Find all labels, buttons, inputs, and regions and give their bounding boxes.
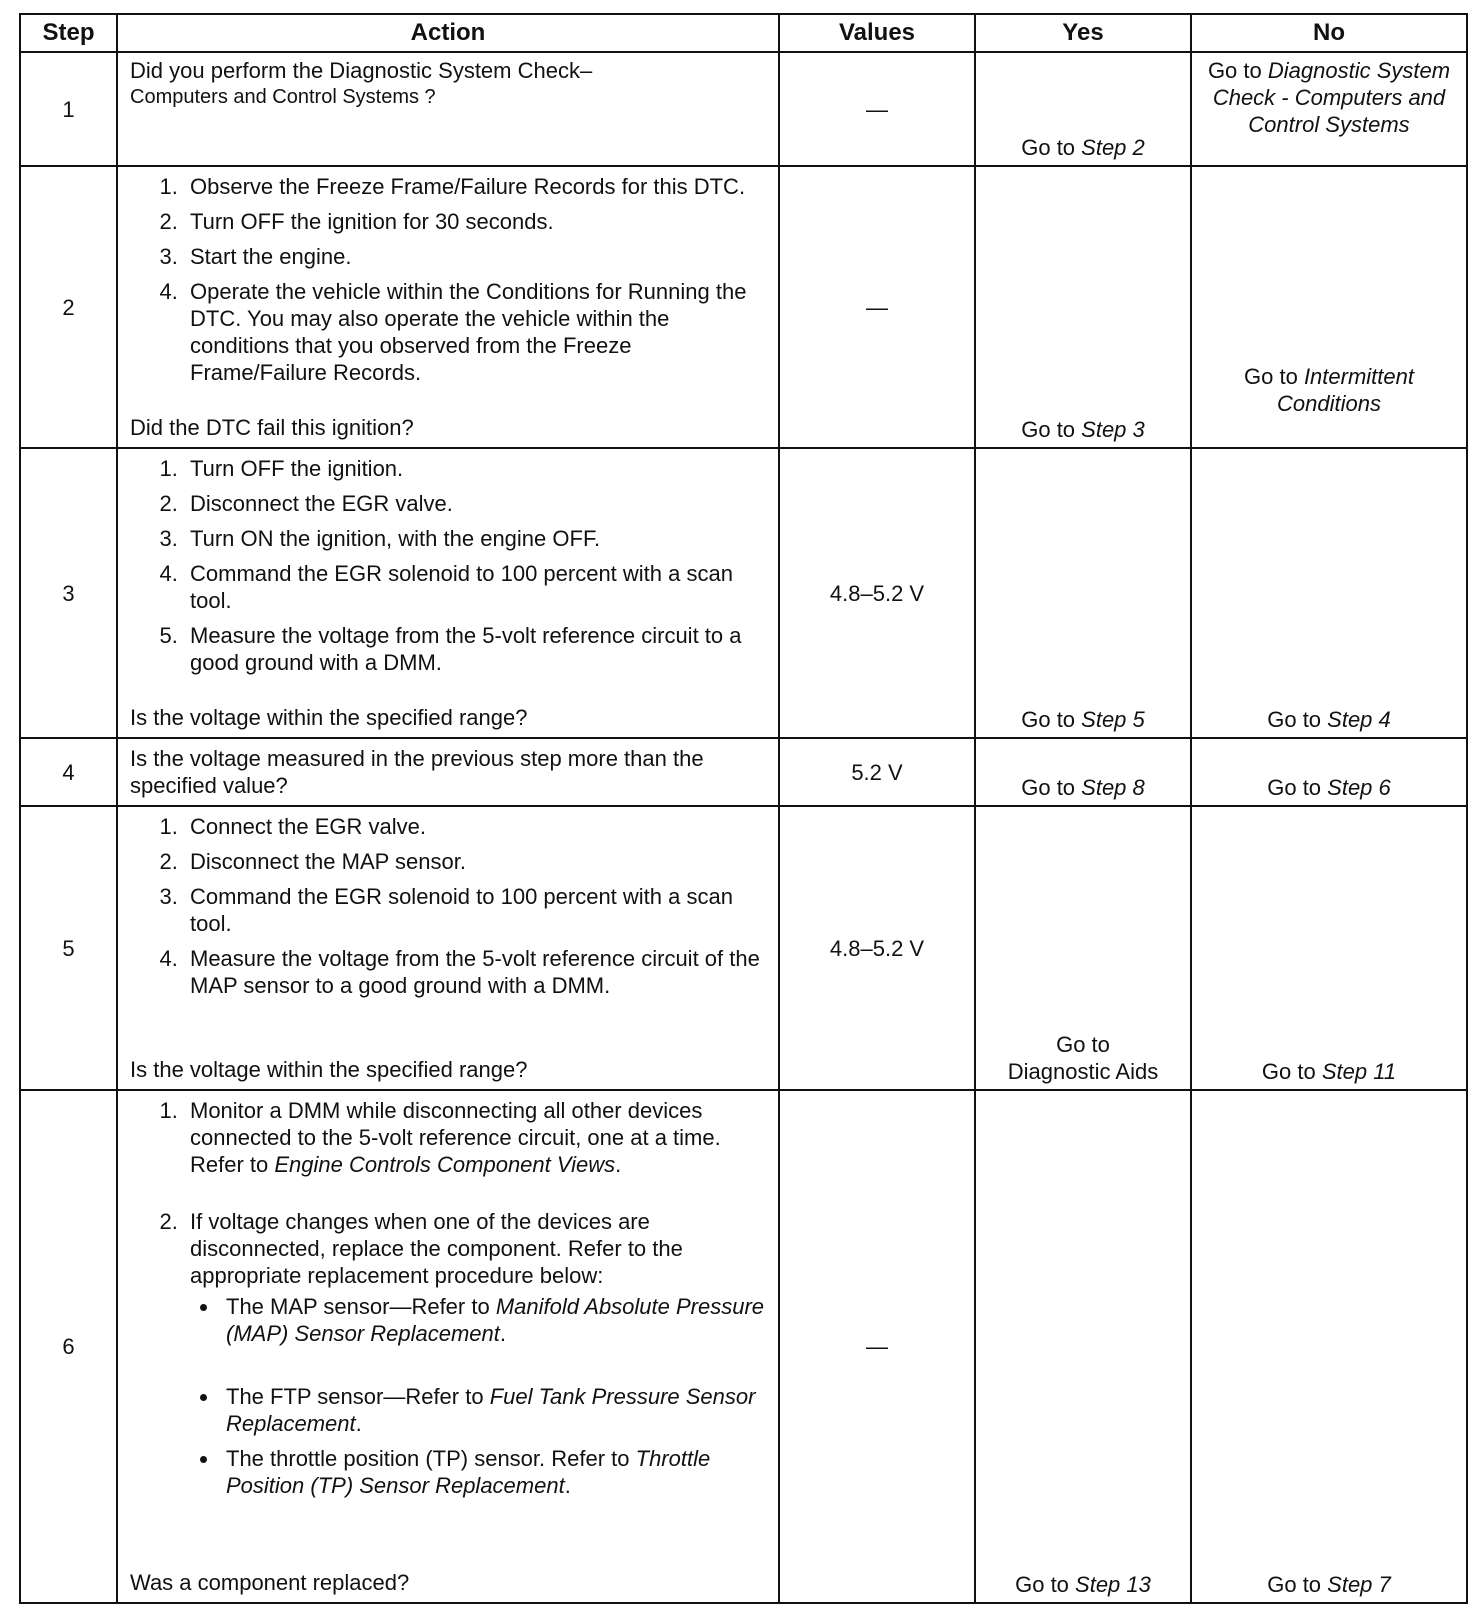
- action-step-text: Monitor a DMM while disconnecting all other devices connected to the 5-volt reference circuit, one at a time. Refer to: [190, 1098, 721, 1177]
- question-text: Is the voltage within the specified range?: [130, 705, 528, 730]
- action-step: 2. Turn OFF the ignition for 30 seconds.: [184, 208, 768, 235]
- yes-cell: [975, 806, 1191, 1090]
- header-step: Step: [20, 14, 117, 52]
- action-cell: [117, 52, 779, 166]
- action-steps: [130, 1097, 768, 1507]
- no-cell: [1191, 738, 1467, 806]
- yes-prefix: Go to: [1015, 1572, 1076, 1597]
- no-cell: [1191, 52, 1467, 166]
- values-cell: —: [779, 166, 975, 448]
- action-step: 2. Disconnect the MAP sensor.: [184, 848, 768, 875]
- no-cell: [1191, 1090, 1467, 1603]
- yes-cell: [975, 1090, 1191, 1603]
- step-number: 2: [20, 166, 117, 448]
- header-no: No: [1191, 14, 1467, 52]
- action-step: 1. Turn OFF the ignition.: [184, 455, 768, 482]
- question-text: Did the DTC fail this ignition?: [130, 415, 414, 440]
- no-prefix: Go to: [1261, 1059, 1322, 1084]
- header-yes: Yes: [975, 14, 1191, 52]
- yes-link[interactable]: Step 3: [1081, 417, 1145, 442]
- values-cell: —: [779, 1090, 975, 1603]
- no-prefix: Go to: [1244, 364, 1304, 389]
- table-row: [20, 52, 1467, 166]
- action-step: 1. Connect the EGR valve.: [184, 813, 768, 840]
- diagnostic-table: [19, 13, 1468, 1604]
- list-item: • The FTP sensor—Refer to Fuel Tank Pressure Sensor Replacement.: [220, 1383, 768, 1437]
- table-row: [20, 166, 1467, 448]
- replacement-list: [190, 1293, 768, 1499]
- action-cell: [117, 166, 779, 448]
- yes-link[interactable]: Step 8: [1081, 775, 1145, 800]
- yes-prefix: Go to: [1021, 775, 1082, 800]
- list-item: • The MAP sensor—Refer to Manifold Absolute Pressure (MAP) Sensor Replacement.: [220, 1293, 768, 1347]
- action-step-text: If voltage changes when one of the devices are disconnected, replace the component. Refer to the appropriate replacement procedure below:: [190, 1209, 683, 1288]
- step-number: 6: [20, 1090, 117, 1603]
- action-step: [184, 1208, 768, 1499]
- step-number: 4: [20, 738, 117, 806]
- table-row: [20, 806, 1467, 1090]
- no-link[interactable]: Diagnostic System Check - Computers and Control Systems: [1212, 58, 1451, 137]
- action-step: 1. Monitor a DMM while disconnecting all other devices connected to the 5-volt reference circuit, one at a time. Refer to Engine Controls Component Views.: [184, 1097, 768, 1178]
- table-row: [20, 738, 1467, 806]
- action-step: 1. Observe the Freeze Frame/Failure Records for this DTC.: [184, 173, 768, 200]
- table-row: [20, 1090, 1467, 1603]
- step-number: 5: [20, 806, 117, 1090]
- reference-link[interactable]: Fuel Tank Pressure Sensor Replacement: [226, 1384, 756, 1436]
- action-steps: [130, 813, 768, 1007]
- action-steps: [130, 173, 768, 394]
- no-prefix: Go to: [1267, 775, 1328, 800]
- action-cell: [117, 806, 779, 1090]
- yes-link[interactable]: Step 13: [1075, 1572, 1151, 1597]
- question-text: Did you perform the Diagnostic System Check–: [130, 58, 593, 83]
- no-link[interactable]: Intermittent Conditions: [1277, 364, 1414, 416]
- yes-link[interactable]: Step 2: [1081, 135, 1145, 160]
- bullet-text: The MAP sensor—Refer to: [226, 1294, 496, 1319]
- values-cell: —: [779, 52, 975, 166]
- action-step: 4. Measure the voltage from the 5-volt reference circuit of the MAP sensor to a good ground with a DMM.: [184, 945, 768, 999]
- list-item: • The throttle position (TP) sensor. Refer to Throttle Position (TP) Sensor Replacement.: [220, 1445, 768, 1499]
- yes-cell: [975, 52, 1191, 166]
- action-step: 4. Command the EGR solenoid to 100 percent with a scan tool.: [184, 560, 768, 614]
- no-link[interactable]: Step 11: [1321, 1059, 1397, 1084]
- no-prefix: Go to: [1267, 1572, 1328, 1597]
- question-text-2: Computers and Control Systems ?: [130, 86, 436, 108]
- bullet-text: The FTP sensor—Refer to: [226, 1384, 490, 1409]
- action-cell: [117, 1090, 779, 1603]
- yes-link[interactable]: Step 5: [1081, 707, 1145, 732]
- reference-link[interactable]: Throttle Position (TP) Sensor Replacement: [226, 1446, 711, 1498]
- table-row: [20, 448, 1467, 738]
- header-action: Action: [117, 14, 779, 52]
- values-cell: 5.2 V: [779, 738, 975, 806]
- action-step: 3. Start the engine.: [184, 243, 768, 270]
- question-text: Is the voltage measured in the previous step more than the specified value?: [130, 746, 704, 798]
- no-cell: [1191, 806, 1467, 1090]
- bullet-text: The throttle position (TP) sensor. Refer to: [226, 1446, 636, 1471]
- action-step: 2. Disconnect the EGR valve.: [184, 490, 768, 517]
- no-cell: [1191, 166, 1467, 448]
- yes-prefix: Go to: [1021, 417, 1082, 442]
- no-cell: [1191, 448, 1467, 738]
- values-cell: 4.8–5.2 V: [779, 806, 975, 1090]
- action-cell: [117, 448, 779, 738]
- yes-cell: [975, 166, 1191, 448]
- header-values: Values: [779, 14, 975, 52]
- yes-cell: [975, 448, 1191, 738]
- reference-link[interactable]: Manifold Absolute Pressure (MAP) Sensor Replacement: [226, 1294, 765, 1346]
- no-link[interactable]: Step 7: [1327, 1572, 1391, 1597]
- no-prefix: Go to: [1207, 58, 1268, 83]
- action-cell: [117, 738, 779, 806]
- values-cell: 4.8–5.2 V: [779, 448, 975, 738]
- reference-link[interactable]: Engine Controls Component Views: [274, 1152, 616, 1177]
- no-prefix: Go to: [1267, 707, 1328, 732]
- action-steps: [130, 455, 768, 684]
- question-text: Was a component replaced?: [130, 1570, 410, 1595]
- no-link[interactable]: Step 4: [1327, 707, 1391, 732]
- action-step: 3. Turn ON the ignition, with the engine OFF.: [184, 525, 768, 552]
- yes-prefix: Go to: [1021, 707, 1082, 732]
- action-step: 5. Measure the voltage from the 5-volt reference circuit to a good ground with a DMM.: [184, 622, 768, 676]
- header-row: [20, 14, 1467, 52]
- yes-cell: [975, 738, 1191, 806]
- step-number: 3: [20, 448, 117, 738]
- no-link[interactable]: Step 6: [1327, 775, 1391, 800]
- question-text: Is the voltage within the specified range?: [130, 1057, 528, 1082]
- yes-link[interactable]: Go to Diagnostic Aids: [1007, 1032, 1159, 1084]
- action-step: 4. Operate the vehicle within the Conditions for Running the DTC. You may also operate the vehicle within the conditions that you observed from the Freeze Frame/Failure Records.: [184, 278, 768, 386]
- action-step: 3. Command the EGR solenoid to 100 percent with a scan tool.: [184, 883, 768, 937]
- step-number: 1: [20, 52, 117, 166]
- yes-prefix: Go to: [1021, 135, 1082, 160]
